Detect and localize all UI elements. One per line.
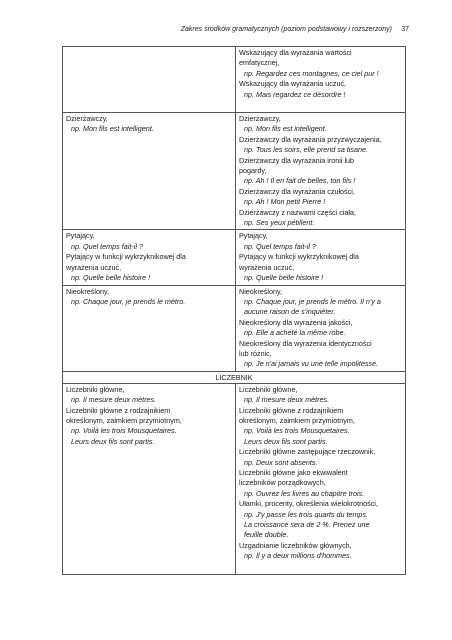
example-line: np. Ah ! Il en fait de belles, ton fils ! xyxy=(244,176,356,186)
example-line: np. Il y a deux millions d'hommes. xyxy=(244,551,352,561)
example-line: np. Regardez ces montagnes, ce ciel pur ! xyxy=(244,68,379,78)
cell-extended xyxy=(236,47,406,113)
example-line: np. Quel temps fait-il ? xyxy=(71,241,143,251)
section-heading: LICZEBNIK xyxy=(63,371,406,383)
example-line: np. Deux sont absents. xyxy=(244,457,318,467)
cell-basic xyxy=(63,230,236,285)
rule-line: liczebników porządkowych, xyxy=(239,478,326,488)
rule-line: Liczebniki główne z rodzajnikiem xyxy=(66,405,171,415)
rule-line: pogardy, xyxy=(239,166,267,176)
example-line: np. Quelle belle histoire ! xyxy=(71,273,151,283)
example-line: np. Tous les soirs, elle prend sa tisane. xyxy=(244,145,368,155)
cell-basic xyxy=(63,285,236,371)
table-row xyxy=(63,285,406,371)
section-heading-row xyxy=(63,371,406,383)
rule-line: Wskazujący dla wyrażania wartości xyxy=(239,48,352,57)
rule-line: Ułamki, procenty, określenia wielokrotności, xyxy=(239,499,378,509)
rule-line: Nieokreślony, xyxy=(239,286,283,296)
rule-line: wyrażenia uczuć, xyxy=(66,262,122,272)
rule-line: określonym, zaimkiem przymiotnym, xyxy=(239,415,355,425)
example-line: np. Voilà les trois Mousquetaires. xyxy=(71,426,177,436)
rule-line: Dzierżawczy dla wyrażania przyzwyczajenia, xyxy=(239,134,382,144)
example-line: aucune raison de s'inquiéter. xyxy=(244,307,336,317)
rule-line: Liczebniki główne, xyxy=(239,384,298,394)
cell-extended xyxy=(236,113,406,230)
rule-line: Liczebniki główne, xyxy=(66,384,125,394)
cell-extended xyxy=(236,285,406,371)
cell-extended xyxy=(236,383,406,574)
example-line: np. Chaque jour, je prends le métro. xyxy=(71,296,186,306)
grammar-table xyxy=(62,46,406,575)
example-line: Leurs deux fils sont partis. xyxy=(244,436,328,446)
rule-line: Pytający, xyxy=(66,231,95,241)
rule-line: Wskazujący dla wyrażania uczuć, xyxy=(239,79,347,89)
rule-line: emfatycznej, xyxy=(239,58,280,68)
cell-basic xyxy=(63,383,236,574)
example-line: np. Ses yeux pétillent. xyxy=(244,218,315,228)
example-line: np. Quelle belle histoire ! xyxy=(244,273,324,283)
example-line: np. Chaque jour, je prends le métro. Il n'y a xyxy=(244,296,381,306)
example-line: np. J'y passe les trois quarts du temps. xyxy=(244,509,369,519)
rule-line: Dzierżawczy dla wyrażania czułości, xyxy=(239,186,355,196)
example-line: La croissance sera de 2 %. Prenez une xyxy=(244,520,370,530)
example-line: np. Je n'ai jamais vu une telle impolitesse. xyxy=(244,359,379,369)
rule-line: określonym, zaimkiem przymiotnym, xyxy=(66,415,182,425)
cell-extended xyxy=(236,230,406,285)
rule-line: Pytający w funkcji wykrzyknikowej dla xyxy=(66,252,186,262)
rule-line: Pytający w funkcji wykrzyknikowej dla xyxy=(239,252,359,262)
table-row xyxy=(63,230,406,285)
table-row xyxy=(63,113,406,230)
example-line: np. Mon fils est intelligent. xyxy=(71,124,154,134)
rule-line: Nieokreślony, xyxy=(66,286,110,296)
rule-line: Uzgadnianie liczebników głównych, xyxy=(239,540,352,550)
table-row xyxy=(63,383,406,574)
rule-line: Liczebniki główne jako ekwiwalent xyxy=(239,468,348,477)
rule-line: Liczebniki główne z rodzajnikiem xyxy=(239,405,344,415)
rule-line: Pytający, xyxy=(239,231,268,241)
rule-line: Dzierżawczy, xyxy=(66,114,108,123)
example-line: np. Mais regardez ce désordre ! xyxy=(244,89,346,99)
example-line: np. Quel temps fait-il ? xyxy=(244,241,316,251)
example-line: np. Ouvrez les livres au chapitre trois. xyxy=(244,488,365,498)
rule-line: Liczebniki główne zastępujące rzeczownik, xyxy=(239,447,376,457)
example-line: np. Voilà les trois Mousquetaires. xyxy=(244,426,350,436)
cell-basic xyxy=(63,47,236,113)
example-line: Leurs deux fils sont partis. xyxy=(71,436,155,446)
rule-line: Dzierżawczy z nazwami części ciała, xyxy=(239,207,357,217)
running-title: Zakres środków gramatycznych (poziom podstawowy i rozszerzony) xyxy=(180,26,392,33)
example-line: np. Il mesure deux mètres. xyxy=(244,395,330,405)
cell-basic xyxy=(63,113,236,230)
rule-line: Dzierżawczy, xyxy=(239,114,281,123)
example-line: np. Mon fils est intelligent. xyxy=(244,124,327,134)
example-line: np. Il mesure deux mètres. xyxy=(71,395,157,405)
example-line: np. Elle a acheté la même robe. xyxy=(244,328,346,338)
page-number: 37 xyxy=(401,26,409,33)
rule-line: Nieokreślony dla wyrażenia jakości, xyxy=(239,317,353,327)
rule-line: Dzierżawczy dla wyrażania ironii lub xyxy=(239,155,355,165)
rule-line: wyrażenia uczuć, xyxy=(239,262,295,272)
rule-line: Nieokreślony dla wyrażenia identyczności xyxy=(239,338,372,348)
example-line: np. Ah ! Mon petit Pierre ! xyxy=(244,197,326,207)
rule-line: lub różnic, xyxy=(239,348,272,358)
page-header xyxy=(0,26,452,38)
table-row xyxy=(63,47,406,113)
example-line: feuille double. xyxy=(244,530,289,540)
